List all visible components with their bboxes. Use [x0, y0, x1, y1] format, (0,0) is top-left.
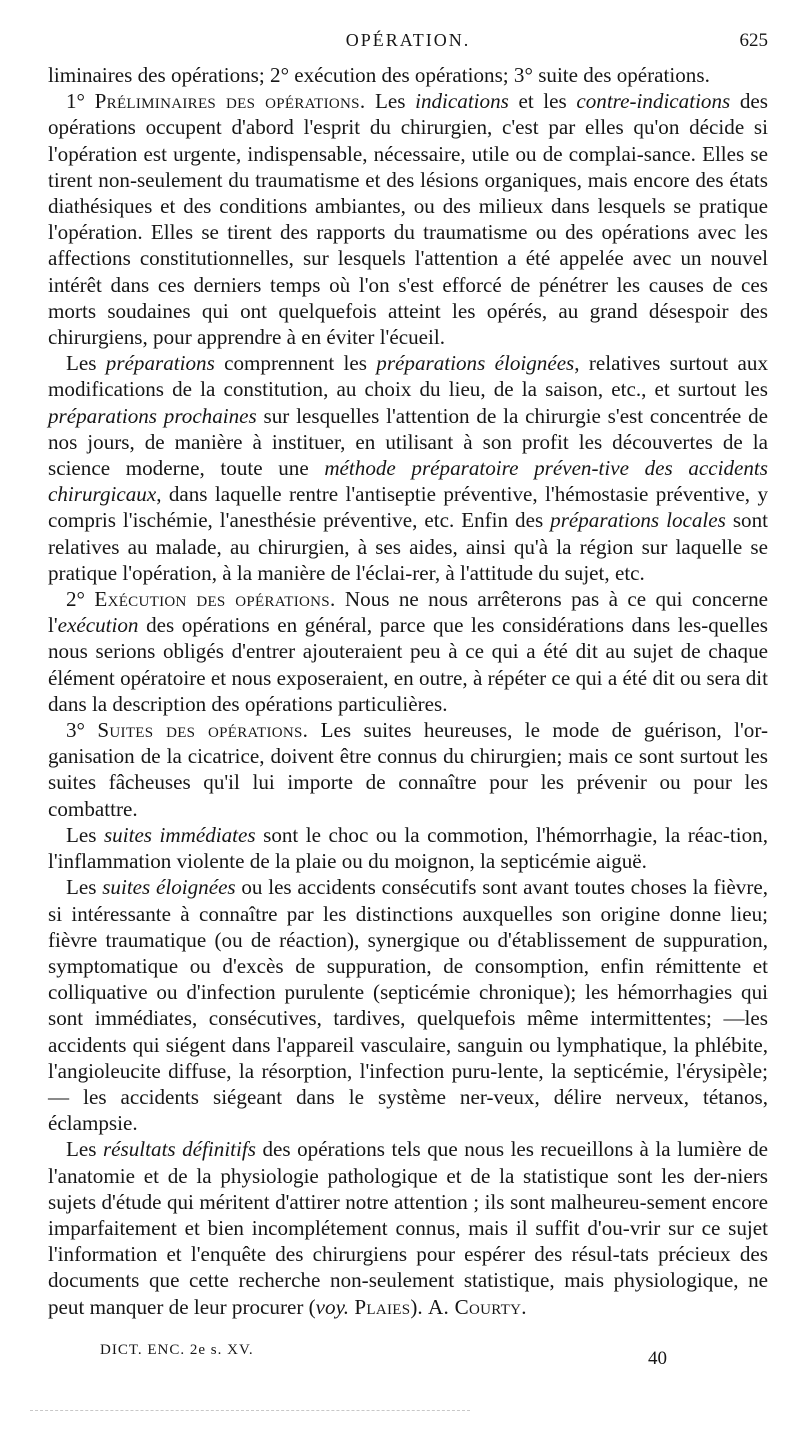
- text-run: des opérations en général, parce que les considérations dans les-quelles nous serions obligés d'entrer ajouteraient peu à ce qui a été dit au sujet de chaque élément opératoire et nous exposeraient, en outre, à répéter ce qui a été dit ou sera dit dans la description des opérations particulières.: [48, 613, 768, 716]
- section-heading-suites: Suites des opérations.: [97, 718, 309, 743]
- section-number: 2°: [66, 587, 95, 612]
- paragraph-suites-eloignees: [48, 874, 768, 1136]
- paragraph-resultats: [48, 1136, 768, 1319]
- text-run: et les: [508, 89, 577, 114]
- sheet-number: 40: [648, 1348, 667, 1369]
- page-footer: [100, 1342, 700, 1372]
- text-run: Les: [365, 89, 416, 114]
- italic-term: suites éloignées: [102, 875, 236, 900]
- paragraph-execution: [48, 586, 768, 717]
- text-run: Nous ne nous arrêterons pas à ce qui concerne l': [48, 587, 768, 638]
- scan-artifact-divider: [30, 1410, 470, 1411]
- paragraph-suites: [48, 717, 768, 822]
- section-number: 3°: [66, 718, 98, 743]
- paragraph-continuation: liminaires des opérations; 2° exécution des opérations; 3° suite des opérations.: [48, 63, 710, 87]
- italic-term: préparations locales: [550, 508, 726, 533]
- text-run: , dans laquelle rentre l'antiseptie préventive, l'hémostasie préventive, y compris l'ischémie, l'anesthésie préventive, etc. Enfin des: [48, 482, 768, 533]
- text-run: Les: [66, 351, 106, 376]
- section-number: 1°: [66, 89, 95, 114]
- text-run: comprennent les: [214, 351, 377, 376]
- paragraph-preliminaires: [48, 88, 768, 350]
- italic-term: résultats définitifs: [102, 1137, 256, 1162]
- italic-term: contre-indications: [576, 89, 731, 114]
- page-header: [48, 30, 768, 54]
- italic-term: suites immédiates: [103, 822, 256, 847]
- section-heading-preliminaires: Préliminaires des opérations.: [94, 89, 366, 114]
- italic-term: exécution: [57, 613, 139, 638]
- italic-term: préparations: [105, 351, 215, 376]
- text-run: Les: [66, 822, 104, 847]
- italic-term: voy.: [315, 1294, 350, 1319]
- text-run: sur lesquelles l'attention de la chirurgie s'est concentrée de nos jours, de manière à instituer, en utilisant à son profit les découvertes de la science moderne, toute une: [48, 403, 768, 481]
- page-number: 625: [739, 30, 768, 51]
- text-run: , relatives surtout aux modifications de la constitution, au choix du lieu, de la saison, etc., et surtout les: [48, 351, 768, 402]
- section-heading-execution: Exécution des opérations.: [94, 587, 336, 612]
- text-run: Les: [66, 1137, 103, 1162]
- text-run: ).: [410, 1294, 428, 1319]
- article-body: [48, 62, 768, 1320]
- text-run: Les suites heureuses, le mode de guérison, l'or-ganisation de la cicatrice, doivent être connus du chirurgien; mais ce sont surtout les suites fâcheuses qu'il lui importe de connaître pour les prévenir ou pour les combattre.: [48, 718, 768, 821]
- italic-term: préparations éloignées: [376, 351, 575, 376]
- italic-term: préparations prochaines: [48, 403, 257, 428]
- text-run: sont relatives au malade, au chirurgien, à ses aides, ainsi qu'à la région sur laquelle se pratique l'opération, à la manière de l'éclai-rer, à l'attitude du sujet, etc.: [48, 508, 768, 585]
- text-run: ou les accidents consécutifs sont avant toutes choses la fièvre, si intéressante à connaître par les distinctions auxquelles son origine donne lieu; fièvre traumatique (ou de réaction), synergique ou d'établissement de suppuration, symptomatique ou d'excès de suppuration, de consomption, enfin rémittente et colliquative ou d'infection purulente (septicémie chronique); les hémorrhagies qui sont immédiates, consécutives, tardives, quelquefois même intermittentes; —les accidents qui siégent dans l'appareil vasculaire, sanguin ou lymphatique, la phlébite, l'angioleucite diffuse, la résorption, l'infection puru-lente, la septicémie, l'érysipèle; — les accidents siégeant dans le système ner-veux, délire nerveux, tétanos, éclampsie.: [48, 875, 769, 1136]
- paragraph-preparations: [48, 350, 768, 586]
- text-run: des opérations occupent d'abord l'esprit du chirurgien, c'est par elles qu'on décide si l'opération est urgente, indispensable, nécessaire, utile ou de complai-sance. Elles se tirent non-seulement du traumatisme et des lésions organiques, mais encore des états diathésiques et des conditions ambiantes, ou des milieux dans lesquels se pratique l'opération. Elles se tirent des rapports du traumatisme ou des opérations avec les affections constitutionnelles, sur lesquels l'attention a été appelée avec un nouvel intérêt dans ces derniers temps où l'on s'est efforcé de pénétrer les causes de ces morts soudaines qui ont quelquefois atteint les opérés, au grand désespoir des chirurgiens, pour apprendre à en éviter l'écueil.: [48, 89, 768, 350]
- printer-signature: DICT. ENC. 2e s. XV.: [100, 1342, 254, 1358]
- cross-reference: Plaies: [354, 1294, 411, 1319]
- italic-term: indications: [415, 89, 509, 114]
- running-title: OPÉRATION.: [345, 30, 471, 50]
- italic-term: méthode préparatoire préven-tive des accidents chirurgicaux: [48, 456, 768, 507]
- paragraph-suites-immediates: [48, 822, 768, 874]
- author-signature: A. Courty.: [427, 1294, 527, 1319]
- text-run: sont le choc ou la commotion, l'hémorrhagie, la réac-tion, l'inflammation violente de la plaie ou du moignon, la septicémie aiguë.: [48, 822, 768, 874]
- text-run: des opérations tels que nous les recueillons à la lumière de l'anatomie et de la physiologie pathologique et de la statistique sont les der-niers sujets d'étude qui méritent d'attirer notre attention ; ils sont malheureu-sement encore imparfaitement et bien incomplétement connus, mais il suffit d'ou-vrir sur ce sujet l'information et l'enquête des chirurgiens pour espérer des résul-tats précieux des documents que cette recherche non-seulement statistique, mais physiologique, ne peut manquer de leur procurer (: [48, 1137, 768, 1319]
- text-run: Les: [66, 875, 103, 900]
